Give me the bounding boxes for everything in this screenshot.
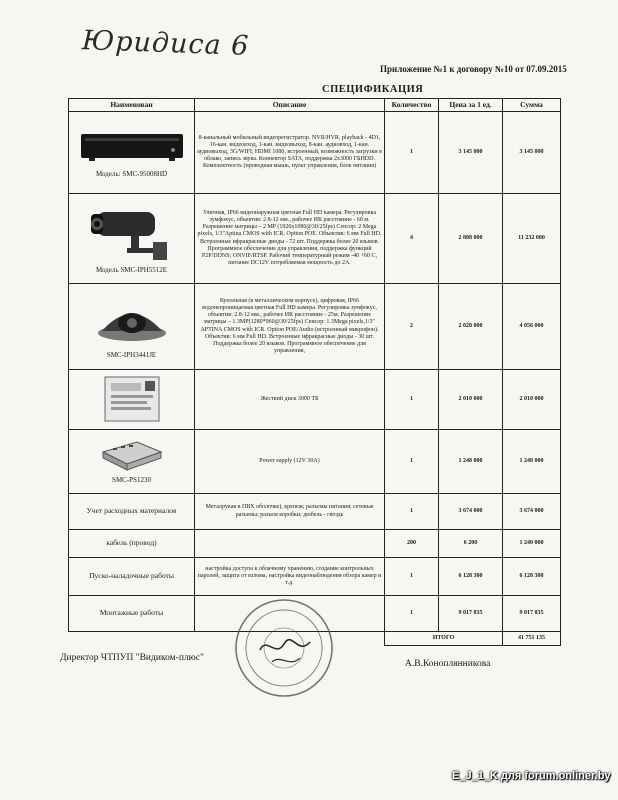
item-name-cell: Монтажные работы [69, 596, 195, 632]
item-price-cell: 2 028 000 [439, 284, 503, 370]
item-quantity-cell: 1 [385, 370, 439, 430]
handwritten-note: Юридиса 6 [81, 25, 250, 62]
item-quantity-cell: 200 [385, 530, 439, 558]
item-description-cell [195, 530, 385, 558]
item-price-cell: 6 128 300 [439, 558, 503, 596]
item-description-cell: Металрукав в ПВХ оболочке), крепеж; разъемы питания; сетевые разъемы; разъем коробки; дюбель - гвоздь [195, 494, 385, 530]
item-name-cell [69, 430, 195, 494]
item-sum-cell: 3 145 000 [503, 112, 561, 194]
item-name-cell [69, 194, 195, 284]
item-description-cell: Купольная (в металлическом корпусе), цифровая, IP66 водонепроницаемая цветная Full HD камера. Регулировка зумфокус, объектив: 2.8-12 мм., рабочее ИК расстояние - 25м. Разрешение матрицы – 1.3MP(1280*960@30/25fps) Сенсор: 1.3Mega pixels,1/3" APTINA CMOS with ICR. Option POE/Audio (встроенный микрофон). Объектив: 6 мм Full HD. Встроенные ифракрасные диоды - 30 шт. Поддержка более 20 языков. Программное обеспечение для управления, [195, 284, 385, 370]
signatory-name: А.В.Коноплянникова [405, 659, 491, 669]
column-header-description: Описание [195, 99, 385, 112]
item-quantity-cell: 1 [385, 596, 439, 632]
item-price-cell: 3 674 000 [439, 494, 503, 530]
watermark: E_J_1_K для forum.onliner.by [452, 770, 611, 782]
bullet-camera-icon [87, 202, 177, 264]
item-quantity-cell: 2 [385, 284, 439, 370]
item-description-cell: Уличная, IP66 видеонаружная цветная Full HD камера. Регулировка зумфокус, объектив: 2.8-12 мм., рабочее ИК расстояние - 60 м. Разрешение матрицы – 2 MP (1920x1080@30/25fps) Сенсор: 2 Mega pixels, 1/3"Aptina CMOS with ICR. Option POE. Объектив: 6 мм Full HD. Встроенные ифракрасные диоды - 72 шт. Поддержка более 20 языков. Программное обеспечение для управления, поддержка функций P2P/DDNS; ONVIF/RTSP. Рабочий температурный режим -40 +60 С, питание DC12V потребляемая мощность до 2А. [195, 194, 385, 284]
item-sum-cell: 1 248 000 [503, 430, 561, 494]
item-sum-cell: 1 240 000 [503, 530, 561, 558]
item-quantity-cell: 1 [385, 112, 439, 194]
item-price-cell: 9 017 835 [439, 596, 503, 632]
table-row [69, 284, 561, 370]
item-name-cell [69, 370, 195, 430]
item-description-cell: Жесткий диск 3000 ТБ [195, 370, 385, 430]
item-name-cell [69, 284, 195, 370]
item-quantity-cell: 1 [385, 558, 439, 596]
total-label: ИТОГО [385, 632, 503, 646]
total-spacer [69, 632, 195, 646]
specification-table [68, 98, 561, 646]
power-supply-icon [97, 438, 167, 474]
annex-reference: Приложение №1 к договору №10 от 07.09.2015 [380, 64, 567, 74]
item-price-cell: 6 200 [439, 530, 503, 558]
column-header-sum: Сумма [503, 99, 561, 112]
item-price-cell: 3 145 000 [439, 112, 503, 194]
item-quantity-cell: 1 [385, 494, 439, 530]
table-row [69, 430, 561, 494]
dome-camera-icon [92, 293, 172, 349]
item-name-cell: Пуско-наладочные работы [69, 558, 195, 596]
item-price-cell: 1 248 000 [439, 430, 503, 494]
item-model-label: SMC-PS1230 [112, 476, 151, 485]
column-header-quantity: Количество [385, 99, 439, 112]
table-header-row [69, 99, 561, 112]
item-description-cell: 8-канальный мобильный видеорегистратор. NVR/HVR, playback - 4D1, 16-кан. видеовход, 1-кан. видеовыход, 8-кан. аудиовход, 1-кан. аудиовыход, 3G/WIFI, HDMI 1080, встроенный, возможность загрузки в облако, запись звука. Коннектор SATA, поддержка 2x3000 ГБHDD. Комплектность (проводная мышь, пульт управления, блок питания) [195, 112, 385, 194]
item-quantity-cell: 1 [385, 430, 439, 494]
table-row [69, 530, 561, 558]
director-title: Директор ЧТПУП "Видиком-плюс" [60, 653, 204, 663]
table-row [69, 194, 561, 284]
total-value: 41 751 135 [503, 632, 561, 646]
item-sum-cell: 3 674 000 [503, 494, 561, 530]
column-header-price: Цена за 1 ед. [439, 99, 503, 112]
table-row [69, 112, 561, 194]
item-model-label: Модель: SMC-95008HD [95, 170, 168, 179]
column-header-name: Наименован [69, 99, 195, 112]
table-row [69, 494, 561, 530]
item-description-cell: настройка доступа к облачному хранению, создание контрольных паролей, защита от взлома, настройка видеонаблюдения обзора камер и т.д. [195, 558, 385, 596]
item-model-label: Модель SMC-IPH5512E [95, 266, 168, 275]
item-model-label: SMC-IPH3441JE [106, 351, 157, 360]
item-name-cell: кабель (провод) [69, 530, 195, 558]
item-sum-cell: 2 010 000 [503, 370, 561, 430]
item-price-cell: 2 010 000 [439, 370, 503, 430]
item-description-cell: Power supply (12V 30A) [195, 430, 385, 494]
table-row [69, 558, 561, 596]
item-price-cell: 2 808 000 [439, 194, 503, 284]
item-sum-cell: 6 128 300 [503, 558, 561, 596]
table-row [69, 370, 561, 430]
page-title: СПЕЦИФИКАЦИЯ [322, 84, 424, 95]
nvr-device-icon [77, 126, 187, 168]
item-sum-cell: 9 017 835 [503, 596, 561, 632]
item-quantity-cell: 4 [385, 194, 439, 284]
item-name-cell [69, 112, 195, 194]
item-sum-cell: 4 056 000 [503, 284, 561, 370]
hard-disk-icon [97, 373, 167, 425]
round-seal-stamp-icon [232, 596, 336, 700]
item-name-cell: Учет расходных материалов [69, 494, 195, 530]
item-sum-cell: 11 232 000 [503, 194, 561, 284]
